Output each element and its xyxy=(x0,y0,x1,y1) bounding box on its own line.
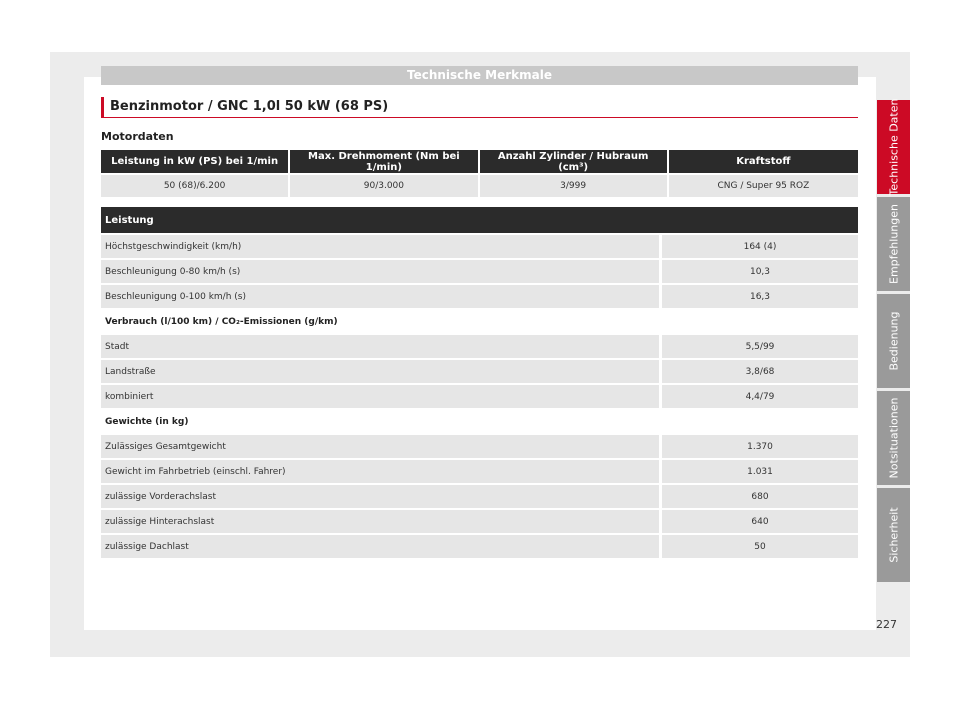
weights-group-title: Gewichte (in kg) xyxy=(101,410,858,433)
motor-header-power: Leistung in kW (PS) bei 1/min xyxy=(101,150,290,173)
row-value: 50 xyxy=(662,535,858,558)
tab-sicherheit[interactable] xyxy=(877,488,910,582)
tab-label: Sicherheit xyxy=(887,507,900,563)
table-row xyxy=(101,285,858,308)
row-value: 16,3 xyxy=(662,285,858,308)
row-value: 1.370 xyxy=(662,435,858,458)
table-row xyxy=(101,260,858,283)
performance-header: Leistung xyxy=(101,207,858,233)
weights-group-row xyxy=(101,410,858,433)
row-label: Höchstgeschwindigkeit (km/h) xyxy=(101,235,662,258)
row-label: kombiniert xyxy=(101,385,662,408)
row-label: Landstraße xyxy=(101,360,662,383)
consumption-group-title: Verbrauch (l/100 km) / CO₂-Emissionen (g/km) xyxy=(101,310,858,333)
performance-table xyxy=(101,205,858,560)
table-row xyxy=(101,360,858,383)
row-label: zulässige Hinterachslast xyxy=(101,510,662,533)
row-label: Beschleunigung 0-100 km/h (s) xyxy=(101,285,662,308)
tab-label: Technische Daten xyxy=(887,98,900,196)
row-label: Stadt xyxy=(101,335,662,358)
tab-label: Empfehlungen xyxy=(887,204,900,284)
performance-header-row xyxy=(101,207,858,233)
row-value: 680 xyxy=(662,485,858,508)
motor-header-cylinders: Anzahl Zylinder / Hubraum (cm³) xyxy=(480,150,669,173)
page-number: 227 xyxy=(876,618,897,631)
table-row xyxy=(101,385,858,408)
table-row xyxy=(101,460,858,483)
motor-header-torque: Max. Drehmoment (Nm bei 1/min) xyxy=(290,150,479,173)
row-value: 10,3 xyxy=(662,260,858,283)
consumption-group-row xyxy=(101,310,858,333)
row-label: Zulässiges Gesamtgewicht xyxy=(101,435,662,458)
motor-header-fuel: Kraftstoff xyxy=(669,150,858,173)
table-row xyxy=(101,535,858,558)
table-row xyxy=(101,510,858,533)
table-row xyxy=(101,235,858,258)
motor-table-row xyxy=(101,175,858,197)
row-value: 640 xyxy=(662,510,858,533)
motor-data-table xyxy=(101,148,858,199)
row-label: Beschleunigung 0-80 km/h (s) xyxy=(101,260,662,283)
row-label: zulässige Dachlast xyxy=(101,535,662,558)
row-value: 164 (4) xyxy=(662,235,858,258)
tab-label: Notsituationen xyxy=(887,397,900,479)
table-row xyxy=(101,335,858,358)
row-label: Gewicht im Fahrbetrieb (einschl. Fahrer) xyxy=(101,460,662,483)
section-title: Benzinmotor / GNC 1,0l 50 kW (68 PS) xyxy=(101,97,858,118)
row-value: 5,5/99 xyxy=(662,335,858,358)
motor-value-cylinders: 3/999 xyxy=(480,175,669,197)
row-value: 1.031 xyxy=(662,460,858,483)
chapter-header: Technische Merkmale xyxy=(101,66,858,85)
motor-value-torque: 90/3.000 xyxy=(290,175,479,197)
motor-value-power: 50 (68)/6.200 xyxy=(101,175,290,197)
motor-data-subtitle: Motordaten xyxy=(101,130,174,143)
motor-table-header-row xyxy=(101,150,858,173)
tab-bedienung[interactable] xyxy=(877,294,910,388)
motor-value-fuel: CNG / Super 95 ROZ xyxy=(669,175,858,197)
row-label: zulässige Vorderachslast xyxy=(101,485,662,508)
table-row xyxy=(101,485,858,508)
table-row xyxy=(101,435,858,458)
tab-label: Bedienung xyxy=(887,311,900,371)
row-value: 3,8/68 xyxy=(662,360,858,383)
tab-technische-daten[interactable] xyxy=(877,100,910,194)
tab-empfehlungen[interactable] xyxy=(877,197,910,291)
row-value: 4,4/79 xyxy=(662,385,858,408)
tab-notsituationen[interactable] xyxy=(877,391,910,485)
